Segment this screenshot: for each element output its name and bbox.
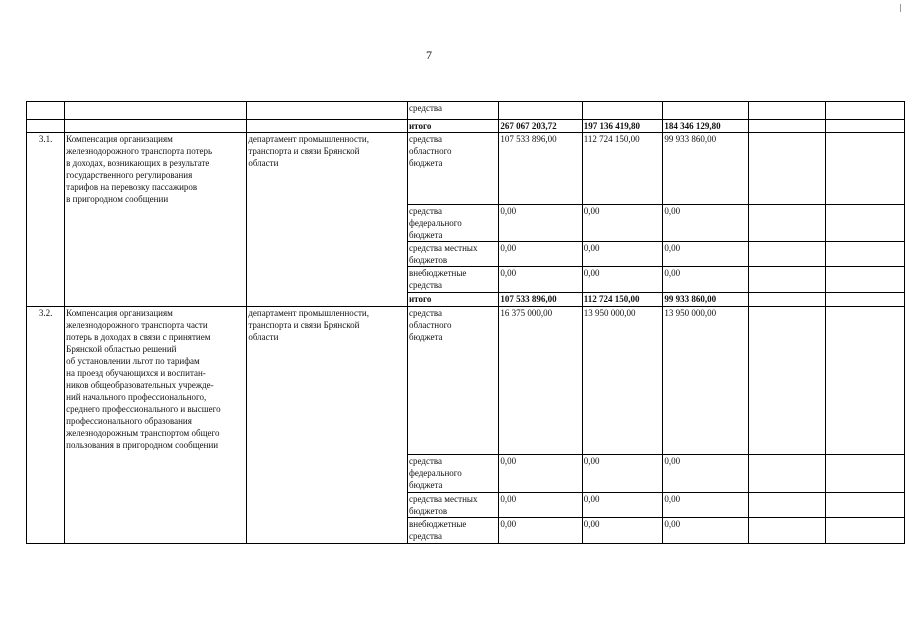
executor-cell	[247, 102, 408, 120]
amount-cell-year-4	[748, 293, 826, 307]
amount-cell-year-1: 0,00	[499, 242, 582, 267]
page-number: 7	[426, 48, 432, 62]
funding-source-cell: средства местных бюджетов	[408, 242, 499, 267]
funding-source-cell: внебюджетные средства	[408, 267, 499, 293]
funding-source-cell: средства местных бюджетов	[408, 493, 499, 518]
extra-cell	[826, 102, 905, 120]
amount-cell-year-1: 0,00	[499, 493, 582, 518]
table-row	[27, 120, 905, 133]
amount-cell-year-1: 16 375 000,00	[499, 307, 582, 455]
extra-cell	[826, 205, 905, 242]
amount-cell-year-4	[748, 205, 826, 242]
extra-cell	[826, 133, 905, 205]
measure-name-cell: Компенсация организациям железнодорожного транспорта части потерь в доходах в связи с принятием Брянской областью решений об установлении льгот по тарифам на проезд обучающихся и воспитан- ников общеобразовательных учрежде- ний начального профессионального, среднего профессионального и высшего профессионального образования железнодорожным транспортом общего пользования в пригородном сообщении	[65, 307, 247, 544]
extra-cell	[826, 120, 905, 133]
amount-cell-year-3: 0,00	[663, 205, 748, 242]
item-number-cell: 3.1.	[27, 133, 65, 307]
executor-cell: департамент промышленности, транспорта и связи Брянской области	[247, 133, 408, 307]
amount-cell-year-4	[748, 120, 826, 133]
budget-table	[26, 101, 905, 544]
funding-source-cell: средства областного бюджета	[408, 307, 499, 455]
amount-cell-year-2: 112 724 150,00	[582, 133, 663, 205]
amount-cell-year-1: 0,00	[499, 518, 582, 544]
executor-cell: департамент промышленности, транспорта и связи Брянской области	[247, 307, 408, 544]
extra-cell	[826, 455, 905, 493]
funding-source-cell: внебюджетные средства	[408, 518, 499, 544]
amount-cell-year-3: 99 933 860,00	[663, 293, 748, 307]
amount-cell-year-2: 0,00	[582, 493, 663, 518]
amount-cell-year-1: 107 533 896,00	[499, 133, 582, 205]
extra-cell	[826, 242, 905, 267]
amount-cell-year-2: 0,00	[582, 518, 663, 544]
funding-source-cell: средства	[408, 102, 499, 120]
funding-source-cell: средства федерального бюджета	[408, 205, 499, 242]
amount-cell-year-2: 0,00	[582, 267, 663, 293]
amount-cell-year-4	[748, 102, 826, 120]
amount-cell-year-3: 13 950 000,00	[663, 307, 748, 455]
funding-source-cell: итого	[408, 120, 499, 133]
amount-cell-year-3	[663, 102, 748, 120]
scan-edge-mark	[900, 4, 901, 12]
amount-cell-year-3: 0,00	[663, 518, 748, 544]
amount-cell-year-3: 0,00	[663, 242, 748, 267]
amount-cell-year-3: 0,00	[663, 493, 748, 518]
amount-cell-year-2: 0,00	[582, 455, 663, 493]
amount-cell-year-2	[582, 102, 663, 120]
amount-cell-year-1: 107 533 896,00	[499, 293, 582, 307]
extra-cell	[826, 518, 905, 544]
amount-cell-year-4	[748, 267, 826, 293]
amount-cell-year-4	[748, 242, 826, 267]
table-row	[27, 133, 905, 205]
extra-cell	[826, 267, 905, 293]
executor-cell	[247, 120, 408, 133]
table-row	[27, 102, 905, 120]
funding-source-cell: средства областного бюджета	[408, 133, 499, 205]
amount-cell-year-4	[748, 493, 826, 518]
amount-cell-year-1: 0,00	[499, 267, 582, 293]
amount-cell-year-3: 0,00	[663, 267, 748, 293]
amount-cell-year-4	[748, 455, 826, 493]
amount-cell-year-1: 0,00	[499, 455, 582, 493]
amount-cell-year-1: 0,00	[499, 205, 582, 242]
measure-name-cell	[65, 102, 247, 120]
item-number-cell: 3.2.	[27, 307, 65, 544]
table-row	[27, 307, 905, 455]
amount-cell-year-1: 267 067 203,72	[499, 120, 582, 133]
amount-cell-year-2: 197 136 419,80	[582, 120, 663, 133]
amount-cell-year-4	[748, 307, 826, 455]
item-number-cell	[27, 102, 65, 120]
measure-name-cell	[65, 120, 247, 133]
amount-cell-year-4	[748, 518, 826, 544]
extra-cell	[826, 293, 905, 307]
amount-cell-year-3: 0,00	[663, 455, 748, 493]
extra-cell	[826, 307, 905, 455]
amount-cell-year-1	[499, 102, 582, 120]
amount-cell-year-2: 0,00	[582, 205, 663, 242]
amount-cell-year-4	[748, 133, 826, 205]
funding-source-cell: итого	[408, 293, 499, 307]
amount-cell-year-2: 0,00	[582, 242, 663, 267]
item-number-cell	[27, 120, 65, 133]
amount-cell-year-2: 13 950 000,00	[582, 307, 663, 455]
extra-cell	[826, 493, 905, 518]
measure-name-cell: Компенсация организациям железнодорожного транспорта потерь в доходах, возникающих в результате государственного регулирования тарифов на перевозку пассажиров в пригородном сообщении	[65, 133, 247, 307]
amount-cell-year-3: 184 346 129,80	[663, 120, 748, 133]
amount-cell-year-3: 99 933 860,00	[663, 133, 748, 205]
funding-source-cell: средства федерального бюджета	[408, 455, 499, 493]
amount-cell-year-2: 112 724 150,00	[582, 293, 663, 307]
